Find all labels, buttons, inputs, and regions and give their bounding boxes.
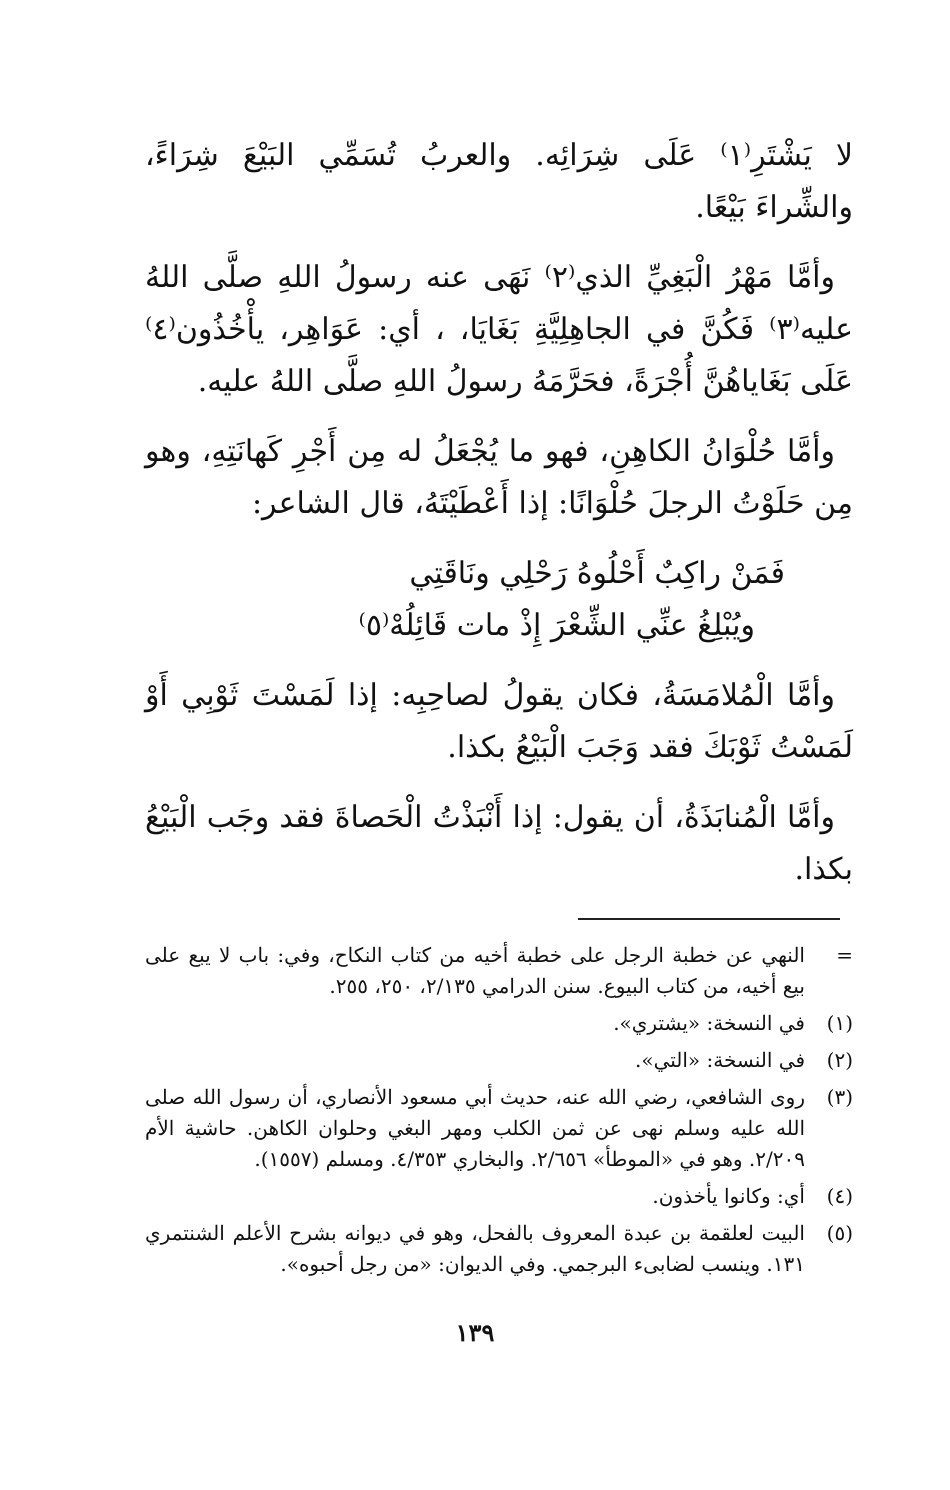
footnote-item [145,1082,853,1175]
footnote-marker: (٤) [826,1184,853,1208]
paragraph-4: وأمَّا الْمُلامَسَةُ، فكان يقولُ لصاحِبِه: إذا لَمَسْتَ ثَوْبِي أَوْ لَمَسْتُ ثَوْبَكَ فقد وَجَبَ الْبَيْعُ بكذا. [145,678,853,765]
footnote-text: النهي عن خطبة الرجل على خطبة أخيه من كتاب النكاح، وفي: باب لا يبع على بيع أخيه، من كتاب البيوع. سنن الدرامي ٢/١٣٥، ٢٥٠، ٢٥٥. [145,943,805,998]
footnote-item [145,1008,853,1039]
footnote-item [145,940,853,1002]
footnote-marker: (٣) [826,1085,853,1109]
footnote-marker: (١) [826,1011,853,1035]
page-number: ١٣٩ [455,1318,495,1347]
footnote-item [145,1045,853,1076]
main-text [145,130,853,914]
poem [145,548,853,652]
poem-verse-2: ويُبْلِغُ عنِّي الشِّعْرَ إِذْ مات قَائِلُهْ⁽٥⁾ [358,608,755,643]
footnote-text: أي: وكانوا يأخذون. [652,1184,805,1208]
footnote-text: في النسخة: «التي». [634,1048,805,1072]
footnotes [145,940,853,1286]
footnote-text: روى الشافعي، رضي الله عنه، حديث أبي مسعود الأنصاري، أن رسول الله صلى الله عليه وسلم نهى عن ثمن الكلب ومهر البغي وحلوان الكاهن. حاشية الأم ٢/٢٠٩. وهو في «الموطأ» ٢/٦٥٦. والبخاري ٤/٣٥٣. ومسلم (١٥٥٧). [145,1085,805,1171]
paragraph-5: وأمَّا الْمُنابَذَةُ، أن يقول: إذا أَنْبَذْتُ الْحَصاةَ فقد وجَب الْبَيْعُ بكذا. [145,800,853,887]
footnote-divider [578,918,840,920]
paragraph-3: وأمَّا حُلْوَانُ الكاهِنِ، فهو ما يُجْعَلُ له مِن أَجْرِ كَهانَتِهِ، وهو مِن حَلَوْتُ الرجلَ حُلْوَانًا: إذا أَعْطَيْتَهُ، قال الشاعر: [145,434,853,521]
footnote-marker: (٥) [826,1221,853,1245]
footnote-item [145,1218,853,1280]
footnote-marker: (٢) [826,1048,853,1072]
footnote-item [145,1181,853,1212]
poem-verse-1: فَمَنْ راكِبٌ أَحْلُوهُ رَحْلِي ونَاقَتِي [409,556,785,591]
footnote-marker: = [836,943,853,967]
footnote-text: في النسخة: «يشتري». [613,1011,805,1035]
paragraph-2: وأمَّا مَهْرُ الْبَغِيِّ الذي⁽٢⁾ نَهَى عنه رسولُ اللهِ صلَّى اللهُ عليه⁽٣⁾ فَكُنَّ في الجاهِلِيَّةِ بَغَايَا، ، أي: عَوَاهِر، يأْخُذُون⁽٤⁾ عَلَى بَغَاياهُنَّ أُجْرَةً، فحَرَّمَهُ رسولُ اللهِ صلَّى اللهُ عليه. [145,260,853,399]
paragraph-1: لا يَشْتَرِ⁽١⁾ عَلَى شِرَائِه. والعربُ تُسَمِّي البَيْعَ شِرَاءً، والشِّراءَ بَيْعًا. [145,138,854,225]
footnote-text: البيت لعلقمة بن عبدة المعروف بالفحل، وهو في ديوانه بشرح الأعلم الشنتمري ١٣١. وينسب لضابىء البرجمي. وفي الديوان: «من رجل أحبوه». [145,1221,805,1276]
